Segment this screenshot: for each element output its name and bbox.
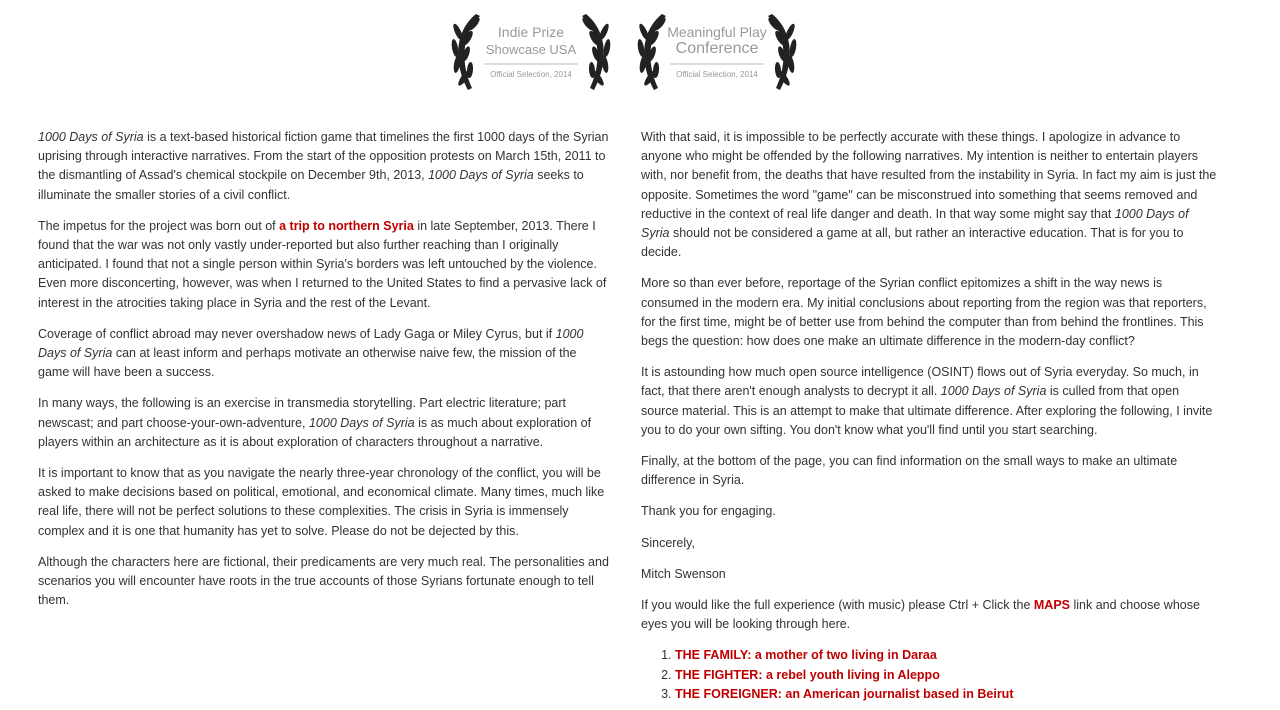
trip-link[interactable]: a trip to northern Syria [279,218,414,233]
game-title: 1000 Days of Syria [308,415,415,430]
laurel-title: Indie Prize [497,24,565,40]
maps-paragraph: If you would like the full experience (with music) please Ctrl + Click the MAPS link and choose whose eyes you will be looking through here. [641,598,1200,632]
thanks-paragraph: Thank you for engaging. [641,504,776,519]
laurel-indie-prize [446,10,616,96]
laurel-selection: Official Selection, 2014 [676,70,758,79]
maps-link[interactable]: MAPS [1033,598,1070,613]
game-title: 1000 Days of Syria [38,326,584,361]
game-title: 1000 Days of Syria [38,130,144,144]
intro-paragraph: 1000 Days of Syria is a text-based historical fiction game that timelines the first 1000 days of the Syrian uprising through interactive narratives. From the start of the opposition protests on March 15th, 2011 to the dismantling of Assad's chemical stockpile on December 9th, 2013, 1000 Days of Syria seeks to illuminate the smaller stories of a civil conflict. [38,130,609,202]
osint-paragraph: It is astounding how much open source intelligence (OSINT) flows out of Syria everyday. So much, in fact, that there aren't enough analysts to decrypt it all. 1000 Days of Syria is culled from that open source material. This is an attempt to make that ultimate difference. After exploring the following, I invite you to do your own sifting. You don't know what you'll find until you start searching. [641,365,1213,437]
game-title: 1000 Days of Syria [641,206,1189,241]
game-title: 1000 Days of Syria [428,168,534,183]
sincerely-paragraph: Sincerely, [641,535,695,550]
characters-paragraph: Although the characters here are fictional, their predicaments are very much real. The personalities and scenarios you will encounter have roots in the true accounts of those Syrians fortunate enough to tell them. [38,554,609,608]
right-column [641,128,1217,704]
list-item [675,666,1217,685]
laurel-meaningful-play [632,10,802,96]
laurels-header [0,10,1280,100]
author-signature: Mitch Swenson [641,566,726,581]
character-list [641,646,1217,704]
finally-paragraph: Finally, at the bottom of the page, you can find information on the small ways to make an ultimate difference in Syria. [641,454,1178,488]
left-column [38,128,610,622]
impetus-paragraph: The impetus for the project was born out of a trip to northern Syria in late September, 2013. There I found that the war was not only vastly under-reported but also further reaching than I originally anticipated. I found that not a single person within Syria's borders was left untouched by the violence. Even more disconcerting, however, was when I returned to the United States to find a pervasive lack of interest in the atrocities taking place in Syria and the rest of the Levant. [38,218,607,310]
decisions-paragraph: It is important to know that as you navigate the nearly three-year chronology of the conflict, you will be asked to make decisions based on political, emotional, and economical climate. Many times, much like real life, there will not be perfect solutions to these complexities. The crisis in Syria is immensely complex and it is one that humanity has yet to solve. Please do not be dejected by this. [38,466,605,538]
list-item [675,685,1217,704]
game-title: 1000 Days of Syria [940,384,1047,399]
fighter-link[interactable]: THE FIGHTER: a rebel youth living in Aleppo [675,667,940,682]
foreigner-link[interactable]: THE FOREIGNER: an American journalist based in Beirut [675,686,1014,701]
list-item [675,646,1217,665]
laurel-subtitle: Conference [675,40,759,57]
family-link[interactable]: THE FAMILY: a mother of two living in Daraa [675,648,937,663]
transmedia-paragraph: In many ways, the following is an exercise in transmedia storytelling. Part electric literature; part newscast; and part choose-your-own-adventure, 1000 Days of Syria is as much about exploration of players within an architecture as it is about exploration of characters throughout a narrative. [38,396,592,449]
laurel-subtitle: Showcase USA [485,42,577,57]
accuracy-paragraph: With that said, it is impossible to be perfectly accurate with these things. I apologize in advance to anyone who might be offended by the following narratives. My intention is neither to entertain players with, nor benefit from, the deaths that have resulted from the instability in Syria. In fact my aim is just the opposite. Sometimes the word "game" can be misconstrued into something that seems removed and reductive in the context of real life danger and death. In that way some might say that 1000 Days of Syria should not be considered a game at all, but rather an interactive education. That is for you to decide. [641,130,1217,260]
laurel-title: Meaningful Play [667,24,767,40]
reportage-paragraph: More so than ever before, reportage of the Syrian conflict epitomizes a shift in the way news is consumed in the modern era. My initial conclusions about reporting from the region was that reporters, for the first time, might be of better use from behind the computer than from behind the frontlines. This begs the question: how does one make an ultimate difference in the modern-day conflict? [641,276,1207,349]
coverage-paragraph: Coverage of conflict abroad may never overshadow news of Lady Gaga or Miley Cyrus, but if 1000 Days of Syria can at least inform and perhaps motivate an otherwise naive few, the mission of the game will have been a success. [38,326,584,380]
laurel-selection: Official Selection, 2014 [490,70,572,79]
